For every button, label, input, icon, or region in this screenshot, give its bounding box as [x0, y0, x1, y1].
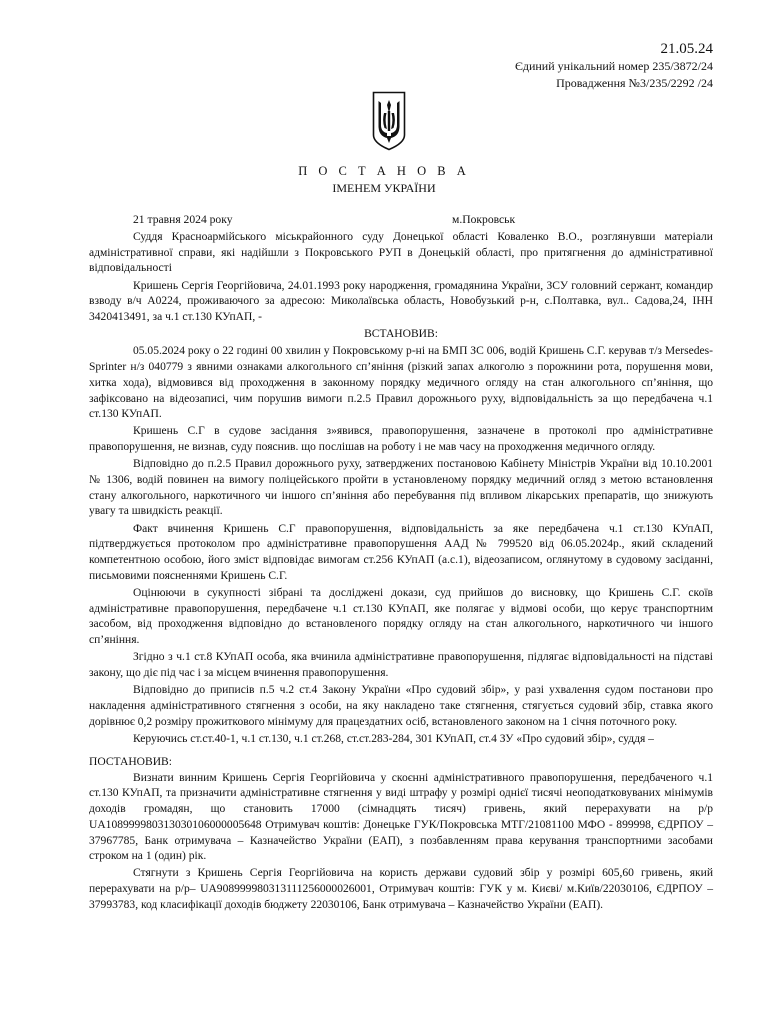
decision-date: 21 травня 2024 року	[133, 213, 233, 226]
document-subtitle: ІМЕНЕМ УКРАЇНИ	[332, 181, 436, 195]
resolved-paragraph: Визнати винним Кришень Сергія Георгійовича у скоєнні адміністративного правопорушення, передбаченого ч.1 ст.130 КУпАП, та призначити адміністративне стягнення у виді штрафу у розмірі однієї тисячі неоподатковуваних мінімумів доходів громадян, що становить 17000 (сімнадцять тисяч) гривень, який перерахувати на р/р UA108999980313030106000005648 Отримувач коштів: Донецьке ГУК/Покровська МТГ/21081100 МФО - 899998, ЄДРПОУ – 37967785, Банк отримувача – Казначейство України (ЕАП), з позбавленням права керування транспортними засобами строком на 1 (один) рік.	[89, 771, 713, 863]
established-paragraph: Згідно з ч.1 ст.8 КУпАП особа, яка вчинила адміністративне правопорушення, підлягає відповідальності на підставі закону, що діє під час і за місцем вчинення правопорушення.	[89, 651, 713, 679]
document-date: 21.05.24	[660, 41, 713, 57]
trident-coat-of-arms-icon	[372, 91, 406, 151]
established-paragraph: Керуючись ст.ст.40-1, ч.1 ст.130, ч.1 ст.268, ст.ст.283-284, 301 КУпАП, ст.4 ЗУ «Про судовий збір», суддя –	[133, 732, 654, 745]
document-title: П О С Т А Н О В А	[298, 164, 470, 178]
intro-paragraph: Суддя Красноармійського міськрайонного суду Донецької області Коваленко В.О., розглянувши матеріали адміністративної справи, які надійшли з Покровського РУП в Донецькій області, про притягнення до адміністративної відповідальності	[89, 231, 713, 275]
resolved-paragraph: Стягнути з Кришень Сергія Георгійовича на користь держави судовий збір у розмірі 605,60 гривень, який перерахувати на р/р– UA908999980313111256000026001, Отримувач коштів: ГУК у м. Києві/ м.Київ/22030106, ЄДРПОУ – 37993783, код класифікації доходів бюджету 22030106, Банк отримувача – Казначейство України (ЕАП).	[89, 867, 713, 911]
person-paragraph: Кришень Сергія Георгійовича, 24.01.1993 року народження, громадянина України, ЗСУ головний сержант, командир взводу в/ч А0224, проживаючого за адресою: Миколаївська область, Новобузький р-н, с.Полтавка, вул.. Садова,24, ІНН 3420413491, за ч.1 ст.130 КУпАП, -	[89, 279, 713, 324]
document-body	[89, 230, 713, 915]
established-paragraph: 05.05.2024 року о 22 годині 00 хвилин у Покровському р-ні на БМП ЗС 006, водій Кришень С.Г. керував т/з Mersedes-Sprinter н/з 040779 з явними ознаками алкогольного сп’яніння (різкий запах алкоголю з порожнини рота, порушення мови, хитка хода), відмовився від проходження в законному порядку медичного огляду на стан алкогольного сп’яніння, що зафіксовано на відеозаписі, чим порушив вимоги п.2.5 Правил дорожнього руху, відповідальність за що передбачена ч.1 ст.130 КУпАП.	[89, 345, 713, 421]
unique-case-number: Єдиний унікальний номер 235/3872/24	[514, 59, 713, 73]
established-paragraph: Факт вчинення Кришень С.Г правопорушення, відповідальність за яке передбачена ч.1 ст.130 КУпАП, підтверджується протоколом про адміністративне правопорушення ААД № 799520 від 06.05.2024р., який складений компетентною особою, його зміст відповідає вимогам ст.256 КУпАП (а.с.1), відеозаписом, оглянутому в судовому засіданні, письмовими поясненнями Кришень С.Г.	[89, 522, 713, 582]
established-paragraph: Оцінюючи в сукупності зібрані та досліджені докази, суд прийшов до висновку, що Кришень С.Г. скоїв адміністративне правопорушення, передбачене ч.1 ст.130 КУпАП, яке полягає у відмові особи, що керує транспортним засобом, від проходження відповідно до встановленого порядку огляду на стан алкогольного, наркотичного чи іншого сп’яніння.	[89, 586, 713, 647]
established-paragraph: Відповідно до п.2.5 Правил дорожнього руху, затверджених постановою Кабінету Міністрів України від 10.10.2001 № 1306, водій повинен на вимогу поліцейського пройти в установленому порядку медичний огляд з метою встановлення стану алкогольного, наркотичного чи іншого сп’яніння або перебування під впливом лікарських препаратів, що знижують увагу та швидкість реакції.	[89, 458, 713, 518]
established-heading: ВСТАНОВИВ:	[364, 328, 438, 341]
established-paragraph: Відповідно до приписів п.5 ч.2 ст.4 Закону України «Про судовий збір», у разі ухвалення судом постанови про накладення адміністративного стягнення з особи, на яку накладено таке стягнення, стягується судовий збір, ставка якого дорівнює 0,2 розміру прожиткового мінімуму для працездатних осіб, встановленого законом на 1 січня поточного року.	[89, 684, 713, 728]
established-paragraph: Кришень С.Г в судове засідання з»явився, правопорушення, зазначене в протоколі про адміністративне правопорушення, не визнав, суду пояснив. що послішав на роботу і не мав часу на проходження медичного огляду.	[89, 425, 713, 454]
proceeding-number: Провадження №3/235/2292 /24	[556, 76, 713, 90]
resolved-heading: ПОСТАНОВИВ:	[89, 756, 172, 768]
decision-city: м.Покровськ	[452, 213, 516, 226]
